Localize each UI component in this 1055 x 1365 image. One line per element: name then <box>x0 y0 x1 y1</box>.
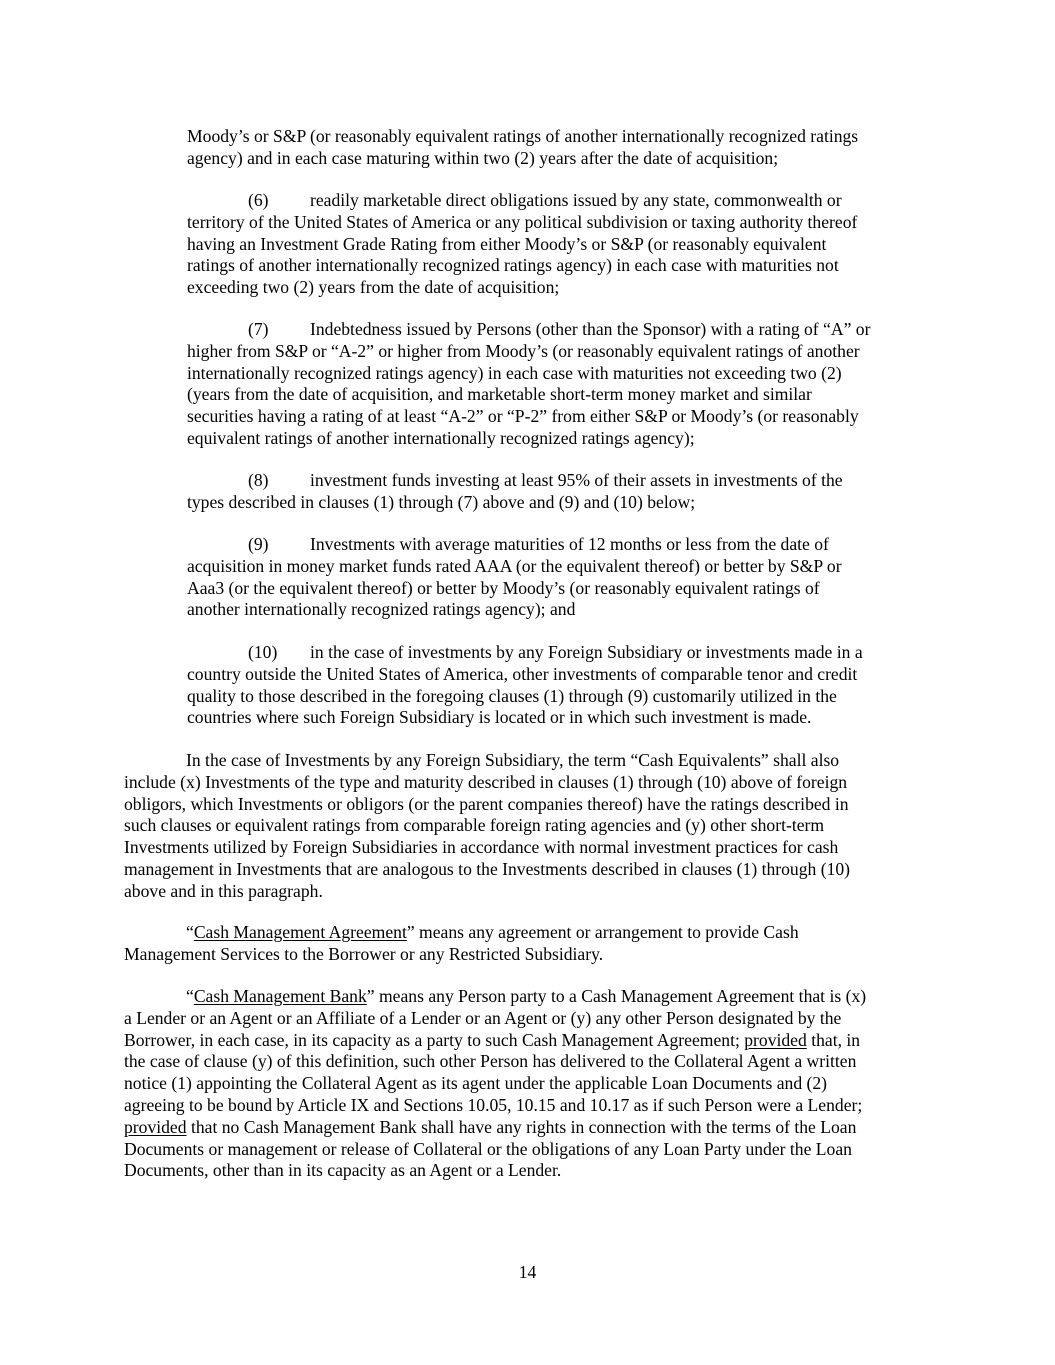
text-line: Indebtedness issued by Persons (other than the Sponsor) with a rating of “A” or <box>310 319 871 339</box>
text-line: Aaa3 (or the equivalent thereof) or better by Moody’s (or reasonably equivalent ratings of <box>187 577 820 598</box>
page-number: 14 <box>518 1262 537 1282</box>
clause-number: (8) <box>248 470 269 490</box>
text-line: Management Services to the Borrower or any Restricted Subsidiary. <box>124 943 604 964</box>
clause-10 <box>187 642 863 729</box>
text-line: investment funds investing at least 95% of their assets in investments of the <box>310 470 843 490</box>
text-line: include (x) Investments of the type and maturity described in clauses (1) through (10) above of foreign <box>124 771 848 792</box>
text-line: securities having a rating of at least “A-2” or “P-2” from either S&P or Moody’s (or reasonably <box>187 406 859 427</box>
text-line: the case of clause (y) of this definition, such other Person has delivered to the Collateral Agent a written <box>124 1051 857 1072</box>
text-line: notice (1) appointing the Collateral Agent as its agent under the applicable Loan Documents and (2) <box>124 1073 828 1094</box>
text-line: such clauses or equivalent ratings from comparable foreign rating agencies and (y) other short-term <box>124 815 825 836</box>
cash-management-agreement-definition: “Cash Management Agreement” means any agreement or arrangement to provide Cash Management Services to the Borrower or any Restricted Subsidiary. <box>124 922 799 964</box>
text-line: above and in this paragraph. <box>124 880 323 901</box>
text-line: types described in clauses (1) through (7) above and (9) and (10) below; <box>187 491 696 512</box>
text-line: Investments with average maturities of 12 months or less from the date of <box>310 534 829 554</box>
provided-term: provided <box>124 1116 187 1137</box>
text-line: quality to those described in the foregoing clauses (1) through (9) customarily utilized in the <box>187 685 837 706</box>
clause-number: (9) <box>248 534 269 554</box>
text-line: exceeding two (2) years from the date of acquisition; <box>187 277 560 298</box>
text-line: another internationally recognized ratings agency); and <box>187 599 576 620</box>
text-line: Documents or management or release of Collateral or the obligations of any Loan Party under the Loan <box>124 1138 852 1159</box>
text-line: obligors, which Investments or obligors (or the parent companies thereof) have the ratings described in <box>124 793 849 814</box>
foreign-subsidiary-paragraph <box>124 750 850 903</box>
text-line: country outside the United States of America, other investments of comparable tenor and credit <box>187 663 858 684</box>
clause-6 <box>187 190 857 299</box>
clause-8 <box>187 470 843 514</box>
text-line: agreeing to be bound by Article IX and Sections 10.05, 10.15 and 10.17 as if such Person were a Lender; <box>124 1094 863 1115</box>
clause-7 <box>187 319 870 450</box>
text-line: Documents, other than in its capacity as an Agent or a Lender. <box>124 1160 562 1181</box>
clause-number: (10) <box>248 642 278 662</box>
text-line: ratings of another internationally recognized ratings agency) in each case with maturities not <box>187 255 839 276</box>
cash-management-bank-definition: “Cash Management Bank” means any Person party to a Cash Management Agreement that is (x) a Lender or an Agent or an Affiliate of a Lender or an Agent or (y) any other Person designated by the Borrower, in each case, in its capacity as a party to such Cash Management Agreement; provided that, in the case of clause (y) of this definition, such other Person has delivered to the Collateral Agent a written notice (1) appointing the Collateral Agent as its agent under the applicable Loan Documents and (2) agreeing to be bound by Article IX and Sections 10.05, 10.15 and 10.17 as if such Person were a Lender; provided that no Cash Management Bank shall have any rights in connection with the terms of the Loan Documents or management or release of Collateral or the obligations of any Loan Party under the Loan Documents, other than in its capacity as an Agent or a Lender. <box>124 986 867 1181</box>
text-line: agency) and in each case maturing within two (2) years after the date of acquisition; <box>187 147 779 168</box>
text-line: internationally recognized ratings agency) in each case with maturities not exceeding two (2) <box>187 362 842 383</box>
text-line: higher from S&P or “A-2” or higher from Moody’s (or reasonably equivalent ratings of another <box>187 340 860 361</box>
text-line: In the case of Investments by any Foreign Subsidiary, the term “Cash Equivalents” shall also <box>186 750 840 770</box>
text-line: acquisition in money market funds rated AAA (or the equivalent thereof) or better by S&P or <box>187 555 842 576</box>
text-line: countries where such Foreign Subsidiary is located or in which such investment is made. <box>187 707 812 728</box>
text-line: equivalent ratings of another internationally recognized ratings agency); <box>187 427 695 448</box>
text-line: readily marketable direct obligations issued by any state, commonwealth or <box>310 190 842 210</box>
defined-term: Cash Management Agreement <box>193 922 407 942</box>
clause-number: (6) <box>248 190 269 210</box>
text-line: a Lender or an Agent or an Affiliate of a Lender or an Agent or (y) any other Person designated by the <box>124 1007 842 1028</box>
defined-term: Cash Management Bank <box>193 986 367 1006</box>
text-line: management in Investments that are analogous to the Investments described in clauses (1) through (10) <box>124 858 851 879</box>
continuation-paragraph <box>187 126 858 170</box>
text-line: territory of the United States of America or any political subdivision or taxing authority thereof <box>187 211 858 232</box>
clause-9 <box>187 534 842 621</box>
provided-term: provided <box>744 1029 807 1050</box>
text-line: Investments utilized by Foreign Subsidiaries in accordance with normal investment practices for cash <box>124 837 839 858</box>
text-line: in the case of investments by any Foreign Subsidiary or investments made in a <box>310 642 863 662</box>
clause-number: (7) <box>248 319 269 339</box>
text-line: (years from the date of acquisition, and marketable short-term money market and similar <box>187 384 812 405</box>
text-line: Moody’s or S&P (or reasonably equivalent ratings of another internationally recognized ratings <box>187 126 859 146</box>
text-line: having an Investment Grade Rating from either Moody’s or S&P (or reasonably equivalent <box>187 233 827 254</box>
